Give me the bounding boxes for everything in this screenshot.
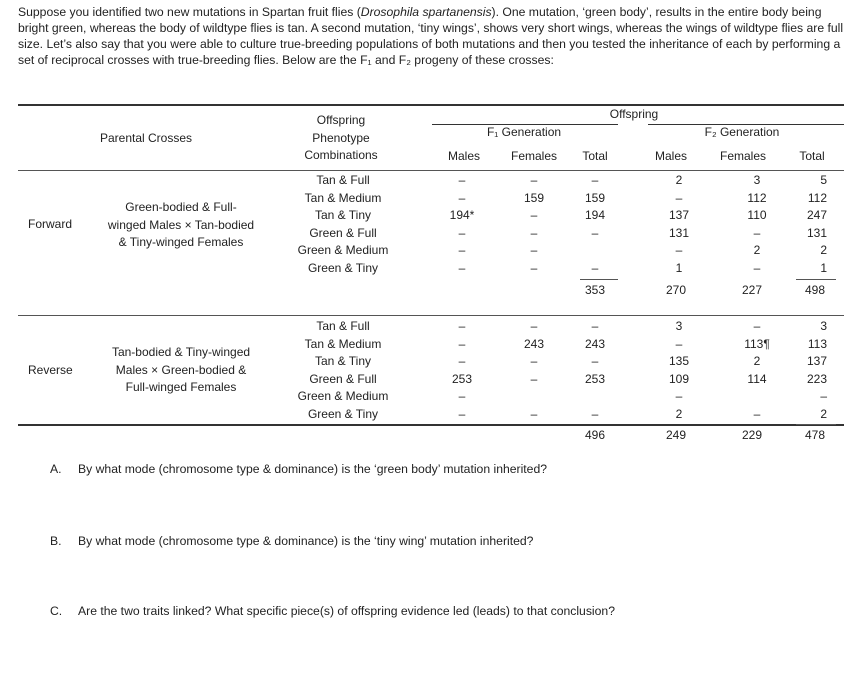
reverse-f1-males-2: – [458, 336, 466, 351]
reverse-f2-females-5 [744, 388, 770, 406]
reverse-phenotype-5: Green & Medium [297, 389, 389, 403]
reverse-f2-total-1: 3 [820, 319, 828, 333]
forward-f2-males-1: 2 [675, 173, 683, 187]
reverse-f2-females-4: 114 [747, 371, 767, 386]
reverse-cross-description [112, 344, 250, 397]
header-phenotype-line1: Offspring [316, 113, 366, 127]
forward-f2-total-1: 5 [820, 173, 828, 187]
reverse-f2-males-4: 109 [668, 371, 690, 386]
forward-f2-males-5: – [675, 243, 683, 257]
reverse-f2-females-column [744, 318, 770, 423]
reverse-cross-line2: Males × Green-bodied & [115, 362, 247, 377]
forward-f1-males-4: – [458, 225, 466, 240]
forward-f1-males-1: – [458, 173, 466, 187]
reverse-f2-total-sum-rule [796, 424, 836, 425]
reverse-phenotype-3: Tan & Tiny [314, 354, 372, 368]
forward-f2-total-2: 112 [807, 190, 828, 205]
reverse-f1-females-3: – [530, 354, 538, 368]
header-f2-total: Total [799, 149, 825, 163]
forward-f1-total-3: 194 [584, 208, 606, 222]
reverse-f1-total-6: – [591, 406, 599, 421]
forward-f1-females-5: – [530, 243, 538, 257]
forward-cross-line1: Green-bodied & Full- [125, 200, 237, 214]
forward-f1-total-2: 159 [584, 190, 606, 205]
forward-f2-females-4: – [753, 225, 761, 240]
header-bottom-rule [18, 170, 844, 171]
reverse-f1-total-1: – [591, 319, 599, 333]
table-bottom-rule [18, 424, 844, 426]
question-b [50, 534, 533, 548]
forward-f2-males-column [669, 172, 689, 277]
table-top-rule [18, 104, 844, 106]
reverse-f1-males-5: – [458, 389, 466, 403]
header-f2-males: Males [654, 149, 688, 163]
reverse-f1-total-5 [585, 388, 605, 406]
forward-f2-total-6: 1 [820, 260, 828, 275]
question-a [50, 462, 547, 476]
reverse-f2-total-3: 137 [806, 354, 828, 368]
forward-f1-total-5 [585, 242, 605, 260]
header-f1-females: Females [510, 149, 558, 163]
header-f2-females: Females [719, 149, 767, 163]
reverse-f2-males-5: – [675, 389, 683, 403]
forward-f1-total-sum-rule [580, 279, 618, 280]
forward-f1-females-2: 159 [523, 190, 545, 205]
reverse-f2-total-5: – [820, 389, 828, 403]
forward-phenotype-column [298, 172, 389, 277]
reverse-f2-total-2: 113 [807, 336, 828, 351]
reverse-f1-males-4: 253 [451, 371, 473, 386]
reverse-f2-males-2: – [675, 336, 683, 351]
reverse-phenotype-2: Tan & Medium [304, 336, 382, 351]
reverse-f1-total-sum: 496 [584, 428, 606, 442]
reverse-phenotype-6: Green & Tiny [307, 406, 379, 421]
forward-phenotype-4: Green & Full [309, 225, 377, 240]
reverse-phenotype-1: Tan & Full [316, 319, 370, 333]
reverse-cross-line1: Tan-bodied & Tiny-winged [111, 345, 251, 359]
forward-f2-total-column [807, 172, 827, 277]
reverse-f2-total-column [807, 318, 827, 423]
header-parental-crosses: Parental Crosses [99, 131, 193, 145]
forward-f1-total-column [585, 172, 605, 277]
intro-text-1: Suppose you identified two new mutations in Spartan fruit flies ( [18, 5, 361, 19]
forward-phenotype-5: Green & Medium [297, 243, 389, 257]
species-name: Drosophila spartanensis [360, 5, 492, 19]
reverse-f2-females-3: 2 [753, 354, 761, 368]
forward-f1-total-4: – [591, 225, 599, 240]
forward-f2-males-4: 131 [668, 225, 690, 240]
forward-f1-males-2: – [458, 190, 466, 205]
forward-bottom-rule [18, 315, 844, 316]
question-c [50, 604, 615, 618]
reverse-f1-males-3: – [458, 354, 466, 368]
reverse-f1-females-4: – [530, 371, 538, 386]
forward-f2-total-sum: 498 [804, 283, 826, 297]
forward-f2-total-sum-rule [796, 279, 836, 280]
forward-f1-total-sum: 353 [584, 283, 606, 297]
reverse-f2-females-6: – [753, 406, 761, 421]
forward-f2-females-3: 110 [747, 208, 767, 222]
forward-f2-females-1: 3 [753, 173, 761, 187]
forward-f2-total-5: 2 [820, 243, 828, 257]
question-c-label: C. [50, 604, 63, 618]
reverse-f1-females-2: 243 [523, 336, 545, 351]
question-a-text: By what mode (chromosome type & dominance) is the ‘green body’ mutation inherited? [78, 462, 548, 476]
forward-f1-total-6: – [591, 260, 599, 275]
forward-f1-males-6: – [458, 260, 466, 275]
forward-phenotype-3: Tan & Tiny [314, 208, 372, 222]
question-b-label: B. [50, 534, 62, 548]
reverse-f2-females-2: 113¶ [744, 336, 770, 351]
reverse-f2-males-6: 2 [675, 406, 683, 421]
reverse-f1-males-6: – [458, 406, 466, 421]
reverse-f1-total-column [585, 318, 605, 423]
question-c-text: Are the two traits linked? What specific piece(s) of offspring evidence led (leads) to that conclusion? [78, 604, 615, 618]
forward-f2-males-sum: 270 [665, 283, 687, 297]
reverse-f1-females-6: – [530, 406, 538, 421]
reverse-f1-females-5 [524, 388, 544, 406]
reverse-f2-males-column [669, 318, 689, 423]
forward-phenotype-1: Tan & Full [316, 173, 370, 187]
forward-f1-total-1: – [591, 173, 599, 187]
reverse-f2-total-4: 223 [806, 371, 828, 386]
forward-f2-total-3: 247 [806, 208, 828, 222]
forward-phenotype-6: Green & Tiny [307, 260, 379, 275]
question-a-label: A. [50, 462, 62, 476]
header-phenotype-line3: Combinations [304, 148, 378, 162]
forward-label: Forward [28, 217, 73, 231]
reverse-f1-females-1: – [530, 319, 538, 333]
forward-cross-line3: & Tiny-winged Females [118, 235, 244, 249]
reverse-cross-line3: Full-winged Females [125, 380, 237, 394]
intro-text-2: ). One mutation, ‘green body’, results in the entire body being bright green, whereas the body of wildtype flies is tan. A second mutation, ‘tiny wings’, shows very short wings, whereas the wings of wildtype flies are full size. Let’s also say that you were able to culture true-breeding populations of both mutations and then you tested the inheritance of each by performing a set of reciprocal crosses with true-breeding flies. Below are the F₁ and F₂ progeny of these crosses: [18, 5, 844, 67]
header-phenotype [304, 112, 377, 165]
forward-f1-females-4: – [530, 225, 538, 240]
header-f1-total: Total [582, 149, 608, 163]
reverse-f1-females-column [524, 318, 544, 423]
forward-f1-females-1: – [530, 173, 538, 187]
reverse-f1-males-1: – [458, 319, 466, 333]
forward-f2-males-2: – [675, 190, 683, 205]
forward-f2-total-4: 131 [806, 225, 828, 240]
forward-f2-females-sum: 227 [741, 283, 763, 297]
forward-f2-females-2: 112 [747, 190, 767, 205]
reverse-f2-males-sum: 249 [665, 428, 687, 442]
reverse-f2-females-sum: 229 [741, 428, 763, 442]
question-b-text: By what mode (chromosome type & dominance) is the ‘tiny wing’ mutation inherited? [78, 534, 534, 548]
forward-f1-females-3: – [530, 208, 538, 222]
forward-cross-line2: winged Males × Tan-bodied [107, 217, 255, 232]
reverse-label: Reverse [28, 363, 73, 377]
header-f1-generation: F₁ Generation [486, 125, 562, 139]
reverse-phenotype-column [298, 318, 389, 423]
reverse-f2-total-sum: 478 [804, 428, 826, 442]
forward-phenotype-2: Tan & Medium [304, 190, 382, 205]
intro-paragraph [18, 4, 848, 68]
forward-f1-females-column [524, 172, 544, 277]
reverse-f2-males-3: 135 [668, 354, 690, 368]
forward-f2-females-5: 2 [753, 243, 761, 257]
reverse-f1-total-4: 253 [584, 371, 606, 386]
header-phenotype-line2: Phenotype [312, 130, 370, 145]
forward-f1-males-3: 194* [449, 208, 475, 222]
reverse-f2-males-1: 3 [675, 319, 683, 333]
reverse-f1-total-2: 243 [584, 336, 606, 351]
reverse-phenotype-4: Green & Full [309, 371, 377, 386]
forward-f2-females-column [747, 172, 766, 277]
forward-f2-males-6: 1 [675, 260, 683, 275]
reverse-f1-total-3: – [591, 354, 599, 368]
forward-f2-females-6: – [753, 260, 761, 275]
forward-f1-males-column [450, 172, 475, 277]
forward-cross-description [108, 199, 254, 252]
header-f2-generation: F₂ Generation [704, 125, 780, 139]
header-offspring: Offspring [609, 107, 659, 121]
reverse-f2-total-6: 2 [820, 406, 828, 421]
forward-f1-males-5: – [458, 243, 466, 257]
reverse-f2-females-1: – [753, 319, 761, 333]
header-f1-males: Males [447, 149, 481, 163]
forward-f2-males-3: 137 [668, 208, 690, 222]
forward-f1-females-6: – [530, 260, 538, 275]
reverse-f1-males-column [452, 318, 472, 423]
